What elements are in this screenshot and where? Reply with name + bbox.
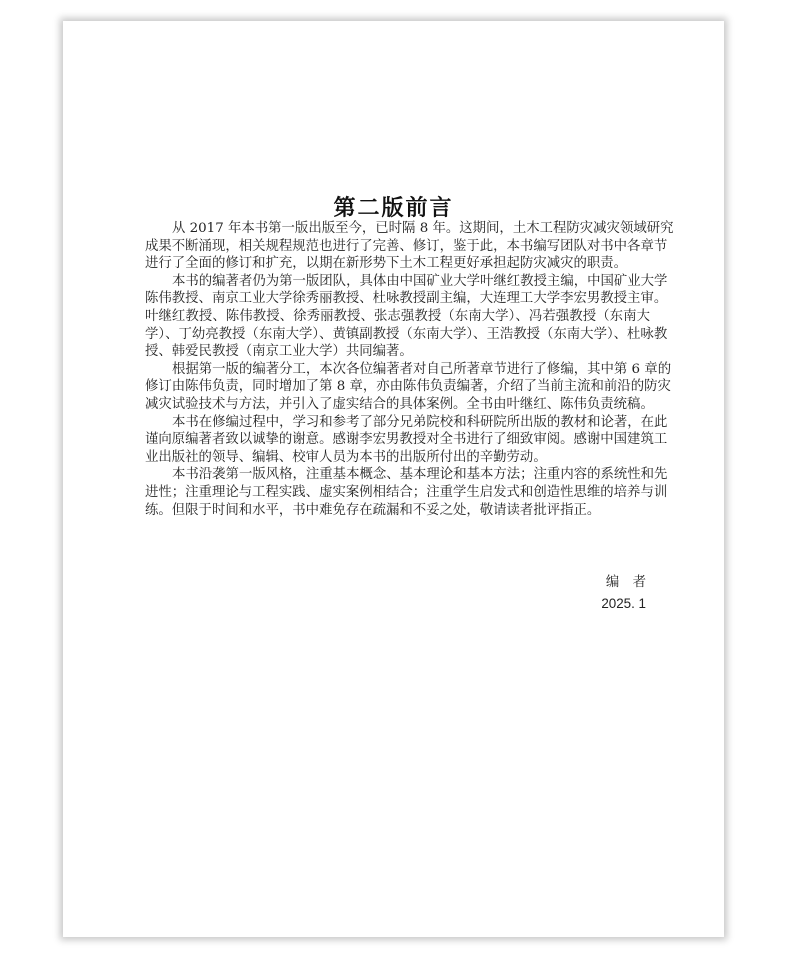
text-line: 学）、丁幼亮教授（东南大学）、黄镇副教授（东南大学）、王浩教授（东南大学）、杜咏教 [145, 326, 668, 342]
text-line: 从 2017 年本书第一版出版至今，已时隔 8 年。这期间，土木工程防灾减灾领域研究 [172, 221, 674, 236]
text-line: 叶继红教授、陈伟教授、徐秀丽教授、张志强教授（东南大学）、冯若强教授（东南大 [145, 308, 650, 324]
paragraph [145, 414, 668, 467]
paragraph [145, 466, 668, 519]
text-line: 成果不断涌现，相关规程规范也进行了完善、修订，鉴于此，本书编写团队对书中各章节 [145, 238, 668, 254]
text-line: 减灾试验技术与方法，并引入了虚实结合的具体案例。全书由叶继红、陈伟负责统稿。 [145, 396, 654, 412]
text-line: 本书沿袭第一版风格，注重基本概念、基本理论和基本方法；注重内容的系统性和先 [172, 467, 668, 483]
text-line: 谨向原编著者致以诚挚的谢意。感谢李宏男教授对全书进行了细致审阅。感谢中国建筑工 [145, 432, 668, 448]
paragraph [145, 273, 668, 361]
document-page [63, 21, 724, 937]
text-line: 进行了全面的修订和扩充，以期在新形势下土木工程更好承担起防灾减灾的职责。 [145, 256, 628, 272]
text-line: 业出版社的领导、编辑、校审人员为本书的出版所付出的辛勤劳动。 [145, 449, 547, 465]
text-line: 授、韩爱民教授（南京工业大学）共同编著。 [145, 344, 413, 360]
text-line: 陈伟教授、南京工业大学徐秀丽教授、杜咏教授副主编，大连理工大学李宏男教授主审。 [145, 291, 668, 307]
page-title: 第二版前言 [333, 196, 454, 221]
text-line: 修订由陈伟负责，同时增加了第 8 章，亦由陈伟负责编著，介绍了当前主流和前沿的防灾 [145, 379, 671, 395]
text-line: 本书在修编过程中，学习和参考了部分兄弟院校和科研院所出版的教材和论著，在此 [172, 414, 668, 430]
text-line: 练。但限于时间和水平，书中难免存在疏漏和不妥之处，敬请读者批评指正。 [145, 502, 601, 518]
preface-body [145, 220, 674, 519]
date: 2025. 1 [601, 596, 646, 611]
paragraph [145, 220, 674, 273]
signature-block [601, 572, 646, 614]
text-line: 根据第一版的编著分工，本次各位编著者对自己所著章节进行了修编，其中第 6 章的 [172, 361, 672, 377]
text-line: 本书的编著者仍为第一版团队，具体由中国矿业大学叶继红教授主编，中国矿业大学 [172, 273, 668, 289]
text-line: 进性；注重理论与工程实践、虚实案例相结合；注重学生启发式和创造性思维的培养与训 [145, 484, 668, 500]
paragraph [145, 361, 672, 414]
signature: 编 者 [605, 575, 646, 590]
